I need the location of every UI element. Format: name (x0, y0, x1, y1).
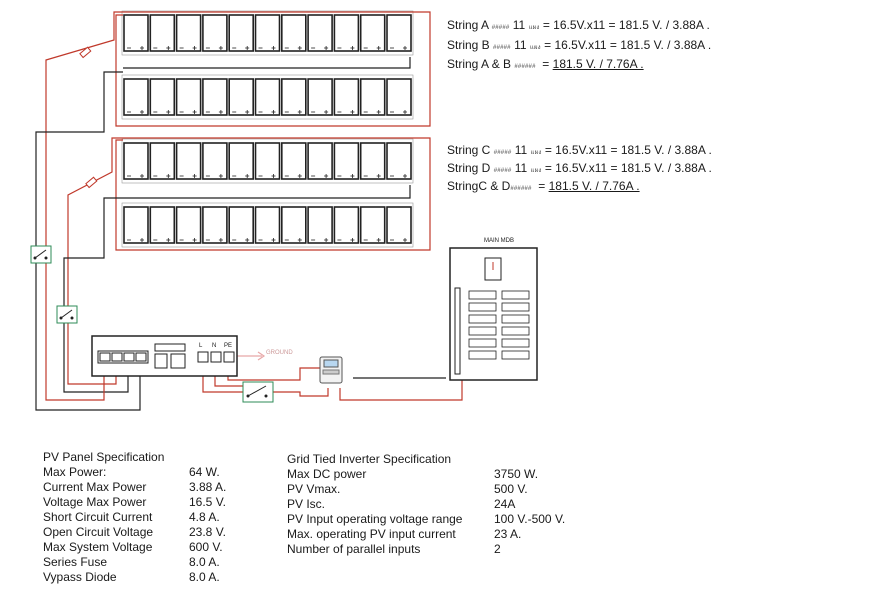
dc-isolator-1 (31, 246, 51, 263)
terminal-n: N (212, 343, 217, 349)
pv-panel (203, 15, 227, 51)
pv-panel (229, 143, 253, 179)
pv-panel (229, 207, 253, 243)
panel-row (122, 203, 413, 247)
spec-value: 100 V.-500 V. (494, 512, 566, 526)
spec-row (43, 540, 226, 555)
spec-key: Voltage Max Power (43, 495, 147, 509)
pv-panel (177, 79, 201, 115)
pv-panel (124, 207, 148, 243)
pv-panel (150, 79, 174, 115)
pv-panel (203, 207, 227, 243)
spec-key: Max DC power (287, 467, 367, 481)
mdb-breaker (502, 315, 529, 323)
main-mdb (450, 248, 537, 380)
string-d-label: String D ##### 11 แผง = 16.5V.x11 = 181.5 V. / 3.88A . (447, 161, 712, 175)
panel-row (122, 139, 413, 183)
mdb-breaker (469, 303, 496, 311)
pv-panel (361, 207, 385, 243)
spec-row (43, 510, 226, 525)
dc-isolator-2 (57, 306, 77, 323)
spec-row (287, 542, 565, 557)
spec-value: 8.0 A. (189, 570, 220, 584)
energy-meter (320, 357, 342, 383)
mdb-breaker (502, 339, 529, 347)
string-cd-sum: StringC & D###### = 181.5 V. / 7.76A . (447, 179, 640, 193)
spec-row (43, 495, 226, 510)
mdb-breaker (502, 303, 529, 311)
pv-panel (308, 143, 332, 179)
spec-key: Vypass Diode (43, 570, 117, 584)
mdb-breaker (469, 351, 496, 359)
pv-panel (387, 79, 411, 115)
pv-panel (150, 143, 174, 179)
spec-key: PV Vmax. (287, 482, 341, 496)
pv-panel (361, 79, 385, 115)
pv-panel (177, 143, 201, 179)
spec-key: Max Power: (43, 465, 107, 479)
pv-panel (256, 207, 280, 243)
pv-panel (229, 79, 253, 115)
spec-row (43, 480, 226, 495)
mdb-breaker (502, 291, 529, 299)
fuse-ab (80, 47, 91, 57)
mdb-breaker (502, 351, 529, 359)
spec-row (43, 570, 226, 585)
spec-value: 64 W. (189, 465, 220, 479)
pv-panel (282, 207, 306, 243)
pv-panel (256, 79, 280, 115)
pv-panel (361, 143, 385, 179)
spec-key: Short Circuit Current (43, 510, 153, 524)
spec-key: Open Circuit Voltage (43, 525, 154, 539)
pv-panel (150, 15, 174, 51)
spec-key: Max. operating PV input current (287, 527, 456, 541)
spec-row (287, 527, 565, 542)
string-a-label: String A ##### 11 แผง = 16.5V.x11 = 181.5 V. / 3.88A . (447, 18, 710, 32)
inverter (92, 336, 237, 376)
fuse-cd (86, 177, 97, 187)
pv-panel (256, 143, 280, 179)
pv-panel (334, 143, 358, 179)
spec-value: 16.5 V. (189, 495, 226, 509)
panel-row (122, 75, 413, 119)
string-ab-sum: String A & B ###### = 181.5 V. / 7.76A . (447, 57, 644, 71)
mdb-breaker (502, 327, 529, 335)
spec-row (287, 512, 565, 527)
negative-wire-ab (123, 57, 410, 68)
spec-value: 3.88 A. (189, 480, 227, 494)
pv-panel (282, 79, 306, 115)
spec-key: Number of parallel inputs (287, 542, 421, 556)
spec-row (43, 525, 226, 540)
pv-panel (282, 15, 306, 51)
spec-value: 8.0 A. (189, 555, 220, 569)
pv-panel (387, 15, 411, 51)
spec-row (287, 497, 565, 512)
mdb-breaker (469, 327, 496, 335)
pv-panel (308, 79, 332, 115)
spec-key: Max System Voltage (43, 540, 153, 554)
spec-value: 23 A. (494, 527, 522, 541)
pv-panel (334, 79, 358, 115)
spec-key: Series Fuse (43, 555, 108, 569)
spec-row (43, 555, 226, 570)
pv-panel (387, 143, 411, 179)
spec-value: 2 (494, 542, 501, 556)
pv-panel-spec (43, 450, 226, 585)
spec-row (287, 482, 565, 497)
mdb-breaker (469, 315, 496, 323)
spec-row (287, 467, 565, 482)
spec-value: 600 V. (189, 540, 223, 554)
mdb-label: MAIN MDB (484, 238, 514, 244)
spec-row (43, 465, 226, 480)
ac-to-meter (272, 388, 328, 396)
dc-input-1 (46, 262, 104, 400)
ac-line-pe (228, 362, 320, 380)
terminal-l: L (199, 343, 203, 349)
pv-panel (282, 143, 306, 179)
spec-value: 23.8 V. (189, 525, 226, 539)
ac-isolator (243, 382, 273, 402)
terminal-pe: PE (224, 343, 233, 349)
spec-key: PV Input operating voltage range (287, 512, 463, 526)
ground-label: GROUND (266, 350, 293, 356)
pv-panel (150, 207, 174, 243)
spec-key: PV Isc. (287, 497, 326, 511)
panel-row (122, 11, 413, 55)
spec-value: 3750 W. (494, 467, 539, 481)
pv-spec-title: PV Panel Specification (43, 450, 165, 464)
pv-panel (256, 15, 280, 51)
pv-panel (334, 207, 358, 243)
pv-panel (203, 143, 227, 179)
mdb-breaker (469, 291, 496, 299)
string-c-label: String C ##### 11 แผง = 16.5V.x11 = 181.5 V. / 3.88A . (447, 143, 712, 157)
pv-panel (229, 15, 253, 51)
inverter-spec (287, 452, 565, 557)
pv-panel (308, 207, 332, 243)
pv-panel (124, 15, 148, 51)
pv-panel (177, 207, 201, 243)
meter-to-mdb (340, 366, 462, 400)
mdb-breaker (469, 339, 496, 347)
spec-key: Current Max Power (43, 480, 147, 494)
spec-value: 24A (494, 497, 516, 511)
pv-panel-arrays (122, 11, 413, 247)
pv-panel (124, 143, 148, 179)
inverter-spec-title: Grid Tied Inverter Specification (287, 452, 452, 466)
pv-panel (361, 15, 385, 51)
pv-panel (203, 79, 227, 115)
pv-panel (308, 15, 332, 51)
pv-panel (177, 15, 201, 51)
pv-panel (124, 79, 148, 115)
string-b-label: String B ##### 11 แผง = 16.5V.x11 = 181.5 V. / 3.88A . (447, 38, 712, 52)
spec-value: 500 V. (494, 482, 528, 496)
pv-panel (334, 15, 358, 51)
pv-panel (387, 207, 411, 243)
spec-value: 4.8 A. (189, 510, 220, 524)
